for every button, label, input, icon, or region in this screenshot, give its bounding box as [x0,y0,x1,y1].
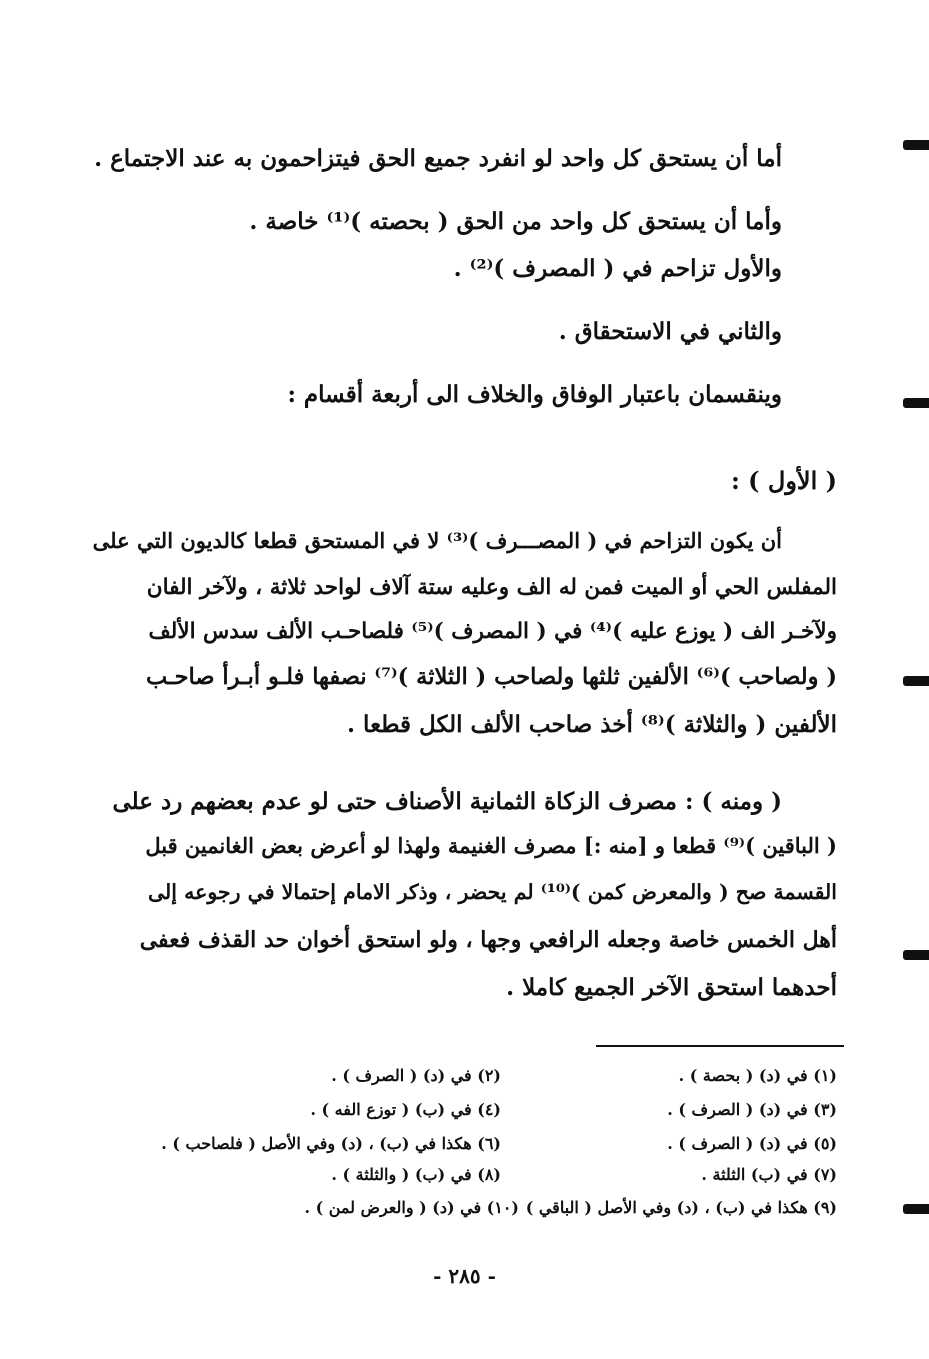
intro-line-2: وأما أن يستحق كل واحد من الحق ( بحصته )⁽¹⁾ خاصة . [249,208,782,235]
footnote-1: (١) في (د) ( بحصة ) . [678,1066,837,1085]
margin-mark [903,398,929,408]
para2-line-4: أهل الخمس خاصة وجعله الرافعي وجها ، ولو استحق أخوان حد القذف فعفى [139,927,837,953]
para2-line-1: ( ومنه ) : مصرف الزكاة الثمانية الأصناف حتى لو عدم بعضهم رد على [112,788,782,815]
para2-line-5: أحدهما استحق الآخر الجميع كاملا . [506,974,837,1001]
footnote-7: (٧) في (ب) الثلثة . [701,1165,837,1184]
para1-line-4: ( ولصاحب )⁽⁶⁾ الألفين ثلثها ولصاحب ( الثلاثة )⁽⁷⁾ نصفها فلـو أبـرأ صاحـب [145,664,837,690]
para1-line-2: المفلس الحي أو الميت فمن له الف وعليه ستة آلاف لواحد ثلاثة ، ولآخر الفان [146,575,837,600]
footnote-9: (٩) هكذا في (ب) ، (د) وفي الأصل ( الباقي ) [525,1198,837,1217]
margin-mark [903,140,929,150]
footnote-5: (٥) في (د) ( الصرف ) . [667,1134,837,1153]
footnote-10: (١٠) في (د) ( والعرض لمن ) . [304,1198,519,1217]
para2-line-2: ( الباقين )⁽⁹⁾ قطعا و [منه :] مصرف الغنيمة ولهذا لو أعرض بعض الغانمين قبل [145,833,837,858]
footnote-4: (٤) في (ب) ( توزع الفه ) . [310,1100,501,1119]
footnote-8: (٨) في (ب) ( والثلثة ) . [331,1165,501,1184]
footnote-2: (٢) في (د) ( الصرف ) . [331,1066,501,1085]
para1-line-1: أن يكون التزاحم في ( المصـــرف )⁽³⁾ لا في المستحق قطعا كالديون التي على [92,528,782,553]
page-number: - ٢٨٥ - [433,1264,496,1288]
para1-line-5: الألفين ( والثلاثة )⁽⁸⁾ أخذ صاحب الألف الكل قطعا . [347,711,837,738]
footnote-6: (٦) هكذا في (ب) ، (د) وفي الأصل ( فلصاحب ) . [161,1134,501,1153]
intro-line-3: والأول تزاحم في ( المصرف )⁽²⁾ . [453,255,782,282]
margin-mark [903,1204,929,1214]
intro-line-1: أما أن يستحق كل واحد لو انفرد جميع الحق فيتزاحمون به عند الاجتماع . [94,145,782,172]
section-heading: ( الأول ) : [730,466,837,495]
para2-line-3: القسمة صح ( والمعرض كمن )⁽¹⁰⁾ لم يحضر ، وذكر الامام إحتمالا في رجوعه إلى [147,880,837,904]
para1-line-3: ولآخـر الف ( يوزع عليه )⁽⁴⁾ في ( المصرف )⁽⁵⁾ فلصاحـب الألف سدس الألف [148,619,837,644]
intro-line-4: والثاني في الاستحقاق . [558,318,782,345]
intro-line-5: وينقسمان باعتبار الوفاق والخلاف الى أربعة أقسام : [287,381,782,408]
footnote-separator [596,1045,844,1047]
footnote-3: (٣) في (د) ( الصرف ) . [667,1100,837,1119]
margin-mark [903,950,929,960]
margin-mark [903,676,929,686]
